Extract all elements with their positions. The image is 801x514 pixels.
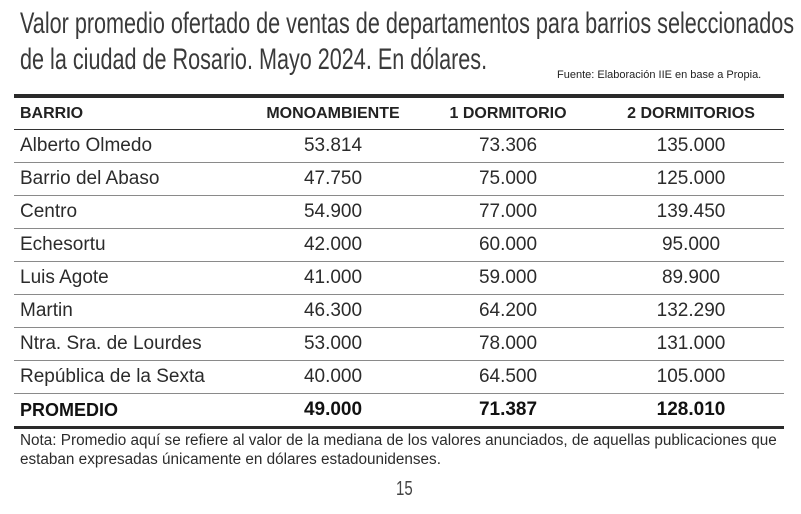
cell-barrio: Ntra. Sra. de Lourdes [14, 328, 248, 361]
title-line-2: de la ciudad de Rosario. Mayo 2024. En dólares. [20, 43, 488, 76]
cell-monoambiente: 46.300 [248, 295, 418, 328]
header-barrio: BARRIO [14, 98, 248, 130]
cell-barrio: Alberto Olmedo [14, 130, 248, 163]
cell-barrio: Centro [14, 196, 248, 229]
cell-barrio: Martin [14, 295, 248, 328]
page-number: 15 [396, 478, 413, 500]
cell-1-dormitorio: 59.000 [418, 262, 598, 295]
table-row [14, 295, 784, 328]
cell-1-dormitorio: 78.000 [418, 328, 598, 361]
cell-1-dormitorio: 64.500 [418, 361, 598, 394]
cell-2-dormitorios: 131.000 [598, 328, 784, 361]
header-1-dormitorio: 1 DORMITORIO [418, 98, 598, 130]
cell-barrio: Echesortu [14, 229, 248, 262]
cell-barrio: República de la Sexta [14, 361, 248, 394]
cell-2-dormitorios: 95.000 [598, 229, 784, 262]
cell-monoambiente: 42.000 [248, 229, 418, 262]
cell-2-dormitorios: 105.000 [598, 361, 784, 394]
cell-1-dormitorio: 64.200 [418, 295, 598, 328]
cell-monoambiente: 41.000 [248, 262, 418, 295]
cell-1-dormitorio: 75.000 [418, 163, 598, 196]
table-row [14, 196, 784, 229]
table-row [14, 361, 784, 394]
table-row [14, 163, 784, 196]
cell-2-dormitorios: 135.000 [598, 130, 784, 163]
average-label: PROMEDIO [14, 394, 248, 428]
average-2-dormitorios: 128.010 [598, 394, 784, 428]
average-monoambiente: 49.000 [248, 394, 418, 428]
cell-barrio: Barrio del Abaso [14, 163, 248, 196]
source-note: Fuente: Elaboración IIE en base a Propia. [557, 69, 762, 81]
header-monoambiente: MONOAMBIENTE [248, 98, 418, 130]
cell-1-dormitorio: 73.306 [418, 130, 598, 163]
cell-barrio: Luis Agote [14, 262, 248, 295]
table-row [14, 130, 784, 163]
cell-monoambiente: 53.814 [248, 130, 418, 163]
cell-2-dormitorios: 125.000 [598, 163, 784, 196]
table-row [14, 262, 784, 295]
table-row [14, 229, 784, 262]
cell-monoambiente: 54.900 [248, 196, 418, 229]
table-row [14, 328, 784, 361]
average-1-dormitorio: 71.387 [418, 394, 598, 428]
footnote: Nota: Promedio aquí se refiere al valor de la mediana de los valores anunciados, de aquellas publicaciones que estaban expresadas únicamente en dólares estadounidenses. [20, 432, 777, 468]
cell-2-dormitorios: 139.450 [598, 196, 784, 229]
title-line-1: Valor promedio ofertado de ventas de departamentos para barrios seleccionados [20, 7, 795, 40]
cell-2-dormitorios: 89.900 [598, 262, 784, 295]
cell-monoambiente: 40.000 [248, 361, 418, 394]
cell-1-dormitorio: 77.000 [418, 196, 598, 229]
cell-2-dormitorios: 132.290 [598, 295, 784, 328]
cell-1-dormitorio: 60.000 [418, 229, 598, 262]
page-title [20, 6, 794, 78]
prices-table [14, 98, 784, 429]
table-header-row [14, 98, 784, 130]
header-2-dormitorios: 2 DORMITORIOS [598, 98, 784, 130]
cell-monoambiente: 53.000 [248, 328, 418, 361]
average-row [14, 394, 784, 428]
cell-monoambiente: 47.750 [248, 163, 418, 196]
